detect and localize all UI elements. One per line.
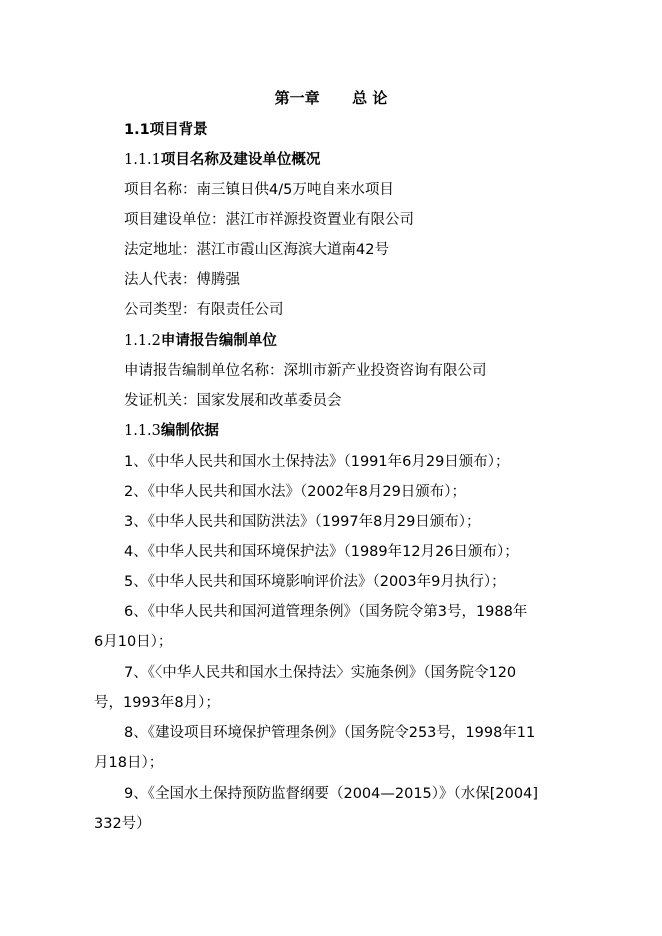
basis-item: 1、《中华人民共和国水土保持法》（1991年6月29日颁布）； (124, 454, 510, 470)
section-number: 1.1.3 (124, 423, 161, 439)
basis-item: 3、《中华人民共和国防洪法》（1997年8月29日颁布）； (124, 514, 481, 530)
chapter-title-text: 总 论 (352, 89, 388, 107)
cert-org-line: 发证机关：国家发展和改革委员会 (124, 393, 342, 409)
basis-item-continuation: 月18日）； (94, 755, 164, 771)
chapter-title-number: 第一章 (274, 89, 320, 107)
legal-rep-line: 法人代表：傅腾强 (124, 272, 240, 288)
section-title: 编制依据 (160, 423, 219, 439)
basis-item-continuation: 号，1993年8月）； (94, 695, 220, 711)
basis-item: 9、《全国水土保持预防监督纲要（2004—2015）》（水保[2004] (124, 786, 538, 802)
basis-item: 6、《中华人民共和国河道管理条例》（国务院令第3号，1988年 (124, 604, 528, 620)
basis-item-continuation: 332号） (94, 816, 151, 832)
company-type-line: 公司类型：有限责任公司 (124, 302, 284, 318)
basis-item: 2、《中华人民共和国水法》（2002年8月29日颁布）； (124, 484, 467, 500)
basis-item-continuation: 6月10日）； (94, 634, 173, 650)
chapter-title (0, 88, 662, 108)
section-title: 申请报告编制单位 (160, 333, 277, 349)
section-heading-1-1-1 (124, 150, 320, 170)
section-number: 1.1.1 (124, 152, 161, 168)
section-heading-1-1-2 (124, 331, 277, 351)
section-heading-1-1: 1.1项目背景 (124, 122, 208, 138)
section-heading-1-1-3 (124, 421, 219, 441)
prep-unit-line: 申请报告编制单位名称：深圳市新产业投资咨询有限公司 (124, 363, 487, 379)
basis-item: 8、《建设项目环境保护管理条例》（国务院令253号，1998年11 (124, 725, 536, 741)
section-title: 项目名称及建设单位概况 (160, 152, 321, 168)
basis-item: 7、《〈中华人民共和国水土保持法〉实施条例》（国务院令120 (124, 665, 517, 681)
section-number: 1.1.2 (124, 333, 161, 349)
builder-line: 项目建设单位：湛江市祥源投资置业有限公司 (124, 212, 414, 228)
basis-item: 4、《中华人民共和国环境保护法》（1989年12月26日颁布）； (124, 544, 519, 560)
basis-item: 5、《中华人民共和国环境影响评价法》（2003年9月执行）； (124, 574, 506, 590)
address-line: 法定地址：湛江市霞山区海滨大道南42号 (124, 242, 389, 258)
project-name-line: 项目名称：南三镇日供4/5万吨自来水项目 (124, 182, 394, 198)
